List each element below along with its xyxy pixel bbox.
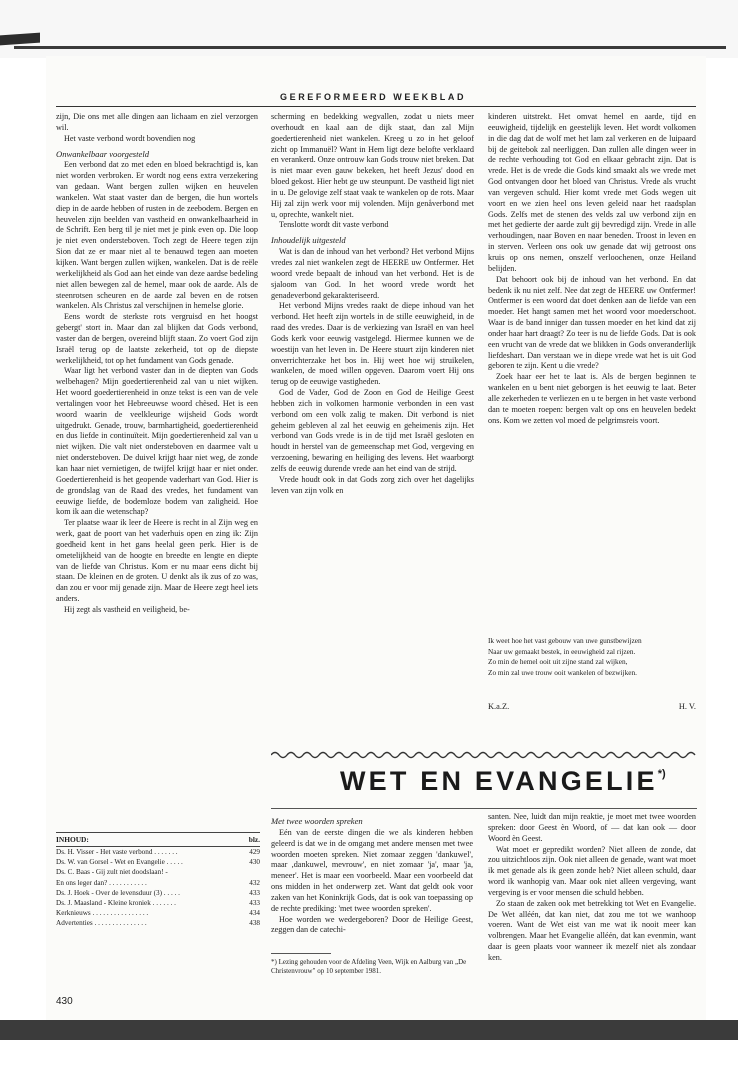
- paragraph: Ter plaatse waar ik leer de Heere is recht in al Zijn weg en werk, gaat de poort van het vaderhuis open en zing ik: Zijn goedheid kent in het gans heelal geen perk. Hier is de ometelijkheid van de hoogte en breedte en lengte en diepte van de liefde van Christus. Kom er nu maar eens dicht bij staan. De kleinen en de groten. U denkt als ik zus of zo was, dan zou er voor mij genade zijn. Maar de Heere zegt heel iets anders.: [56, 518, 258, 604]
- toc-row: [56, 857, 260, 867]
- toc-page-label: blz.: [248, 835, 260, 844]
- paragraph: kinderen uitstrekt. Het omvat hemel en aarde, tijd en eeuwigheid, tijdelijk en geestelijk leven. Het wordt volkomen in die dag dat de wolf met het lam zal verkeren en de luipaard bij de geitebok zal neerliggen. Dan zullen alle dingen weer in de rechte verhouding tot God en elkaar gebracht zijn. Dat is vrede. Het is de vrede die Gods kind smaakt als we vrede met God ontvangen door het bloed van Christus. Vrede als vrucht van vergeven schuld. Hier komt vrede met Gods wegen uit voort en we zien heel ons leven geleid naar het raadsplan Gods. Zelfs met de stenen des velds zal uw verbond zijn en met het gedierte der aarde zult gij bevredigd zijn. Vrede in alle verhoudingen, naar Boven en naar beneden. Troost in leven en in sterven. Verleen ons ook uw genade dat wij getroost ons kruis op ons nemen, onszelf verloochenen, onze Heiland belijden.: [488, 112, 696, 273]
- poem-line: Naar uw gemaakt bestek, in eeuwigheid zal rijzen.: [488, 646, 636, 656]
- scan-margin-top: [0, 0, 738, 58]
- poem-line: Zo min zal uwe trouw ooit wankelen of bezwijken.: [488, 667, 637, 677]
- scan-edge-line: [14, 46, 726, 49]
- column-1: [56, 112, 258, 827]
- toc-title: Kerknieuws . . . . . . . . . . . . . . . .: [56, 909, 149, 918]
- table-of-contents: [56, 832, 260, 929]
- toc-page: 433: [249, 888, 260, 897]
- toc-page: 432: [249, 878, 260, 887]
- toc-title: Ds. C. Baas - Gij zult niet doodslaan! -: [56, 868, 168, 877]
- paragraph: Hij zegt als vastheid en veiligheid, be-: [64, 604, 190, 614]
- toc-page: 429: [249, 848, 260, 856]
- paragraph: santen. Nee, luidt dan mijn reaktie, je moet met twee woorden spreken: door Geest èn Woord, of — dat kan ook — door Woord èn Geest.: [488, 812, 696, 843]
- toc-row: [56, 908, 260, 918]
- column-4: [271, 812, 473, 974]
- paragraph: Eén van de eerste dingen die we als kinderen hebben geleerd is dat we in de omgang met andere mensen met twee woorden moeten spreken. Niet zomaar zeggen 'dankuwel', maar ,dankuwel, mevrouw', en niet zomaar 'ja', maar 'ja, meneer'. Het is maar een voorbeeld. Maar een voorbeeld dat ons midden in het onderwerp zet. Want dat geldt ook voor zaken van het Koninkrijk Gods, dat is ook van toepassing op de rechte prediking: 'met twee woorden spreken'.: [271, 827, 473, 913]
- paragraph: Het verbond Mijns vredes raakt de diepe inhoud van het verbond. Het heeft zijn wortels in de stille eeuwigheid, in de raad des vredes. Daar is de verkiezing van Israël en van heel Gods kerk voor eeuwig vastgelegd. Hiermee kunnen we de woestijn van het leven in. De Heere stuurt zijn kinderen niet onverrichterzake het bos in. Hij weet hoe wij struikelen, wankelen, de moed willen opgeven. Daarom voert Hij ons terug op de eeuwige vastigheden.: [271, 301, 474, 387]
- footnote: *) Lezing gehouden voor de Afdeling Veen, Wijk en Aalburg van „De Christenvrouw" op 10 september 1981.: [271, 958, 467, 975]
- paragraph: scherming en bedekking wegvallen, zodat u niets meer overhoudt en kaal aan de dijk staat, dan zal Mijn goedertierenheid niet wankelen. Kreeg u zo in het geloof zicht op Immanuël? Want in Hem ligt deze belofte verklaard en verankerd. Onze ontrouw kan Gods trouw niet breken. Dat is niet maar even gauw bekeken, het heeft Jezus' dood en bloed gekost. Hier hebt ge uw steunpunt. De vastheid ligt niet in u. De gelovige zelf staat vaak te wankelen op de rots. Maar Hij zal zijn werk voor mij volenden. Mijn genåverbond met u, oprechte, wankelt niet.: [271, 112, 474, 219]
- toc-row: [56, 847, 260, 857]
- paragraph: Tenslotte wordt dit vaste verbond: [279, 220, 389, 230]
- toc-title: Ds. H. Visser - Het vaste verbond . . . . . . .: [56, 848, 178, 856]
- paragraph: Vrede houdt ook in dat Gods zorg zich over het dagelijks leven van zijn volk en: [271, 474, 474, 495]
- article-title-footnote-mark: *): [657, 768, 666, 780]
- paragraph: God de Vader, God de Zoon en God de Heilige Geest hebben zich in volkomen harmonie verbonden in een vast verbond om een volk zalig te maken. Dit verbond is niet geheim gebleven al zal het eeuwig en geheimenis zijn. Het verbond van Gods vrede is in de tijd met Israël gesloten en houdt in herstel van de gemeenschap met God, vergeving en verzoening, bewaring en heiliging des levens. Het waarborgt zelfs de eeuwig durende vrede aan het eind van de strijd.: [271, 388, 474, 473]
- title-rule: [271, 808, 697, 809]
- poem-line: Ik weet hoe het vast gebouw van uwe gunstbewijzen: [488, 636, 642, 645]
- header-rule: [56, 106, 696, 107]
- scan-edge-mark: [0, 33, 40, 46]
- paragraph: Wat is dan de inhoud van het verbond? Het verbond Mijns vredes zal niet wankelen zegt de HEERE uw Ontfermer. Het woord vrede bepaalt de inhoud van het verbond. Het is de sjaloom van God. In het woord vrede wordt het genadeverbond gekarakteriseerd.: [271, 247, 474, 300]
- toc-header: [56, 833, 260, 846]
- paragraph: Het vaste verbond wordt bovendien nog: [64, 133, 196, 143]
- article-title: [340, 766, 666, 797]
- section-heading: Onwankelbaar voorgesteld: [56, 148, 150, 159]
- toc-page: 434: [249, 909, 260, 918]
- scan-margin-bottom: [0, 1020, 738, 1040]
- toc-row: [56, 878, 260, 888]
- column-3: [488, 112, 696, 632]
- poem-block: [488, 636, 698, 678]
- toc-heading: INHOUD:: [56, 835, 89, 844]
- column-5: [488, 812, 696, 980]
- section-heading: Inhoudelijk uitgesteld: [271, 235, 346, 246]
- toc-title: En ons leger dan? . . . . . . . . . . .: [56, 878, 147, 887]
- page-number: 430: [56, 996, 73, 1007]
- paragraph: Hoe worden we wedergeboren? Door de Heilige Geest, zeggen dan de catechi-: [271, 914, 473, 935]
- toc-row: [56, 867, 260, 877]
- paragraph: Dat behoort ook bij de inhoud van het verbond. En dat bedenk ik nu niet zelf. Nee dat zegt de HEERE uw Ontfermer! Ontfermer is een woord dat doet denken aan de liefde van een moeder. Het hangt samen met het woord voor moederschoot. Waar is de band inniger dan tussen moeder en het kind dat zij onder haar hart draagt? Zo teer is nu de liefde Gods. Dat is ook een vrucht van de vrede dat we blikken in Gods onveranderlijk liefdeshart. Dan verstaan we in diepe vrede wat het is uit God geboren te zijn. Kent u die vrede?: [488, 274, 696, 371]
- paragraph: Zoek haar eer het te laat is. Als de bergen beginnen te wankelen en u bent niet geborgen is het eeuwig te laat. Beter alle zekerheden te verliezen en u te bergen in het vaste verbond dan te moeten roepen: bergen valt op ons en heuvelen bedekt ons. Kom we zetten vol moed de pelgrimsreis voort.: [488, 372, 696, 425]
- paragraph: zijn, Die ons met alle dingen aan lichaam en ziel verzorgen wil.: [56, 112, 258, 132]
- toc-page: 433: [249, 899, 260, 908]
- toc-title: Ds. J. Maasland - Kleine kroniek . . . . . . .: [56, 899, 176, 908]
- wavy-divider: [271, 750, 697, 760]
- toc-page: 430: [249, 858, 260, 867]
- paragraph: Eens wordt de sterkste rots vergruisd en het hoogst gebergt' stort in. Maar dan zal blijken dat Gods verbond, vaster dan de bergen, overeind blijft staan. Zo voert God zijn Israël terug op de laatste zekerheid, tot op de diepste werkelijkheid, tot op het fundament van Gods genade.: [56, 312, 258, 365]
- paragraph: Een verbond dat zo met eden en bloed bekrachtigd is, kan niet worden verbroken. Er wordt nog eens extra verzekering van gedaan. Want bergen zullen wijken en heuvelen wankelen. Wat staat vaster dan de bergen, die hun wortels diep in de aarde hebben of rusten in de zeebodem. Bergen en heuvelen zijn beelden van vastheid en onwankelbaarheid in de Schrift. Een berg til je niet met je pink even op. Die loop je niet even ondersteboven. Toch zegt de Heere tegen zijn Sion dat ze er maar niet al te benauwd tegen aan moeten kijken. Want bergen zullen wijken, wankelen. Dat is de reële werkelijkheid als God aan het einde van deze aardse bedeling niet allen bewegen zal de hemel, maar ook de aarde. Als de steenrotsen scheuren en de aarde zal beven en de rotsen wankelen. Als Christus zal verschijnen in hemelse glorie.: [56, 160, 258, 311]
- paragraph: Zo staan de zaken ook met betrekking tot Wet en Evangelie. De Wet alléén, dat kan niet, dat zou me tot we wanhoop voeren. Want de Wet eist van me wat ik nooit meer kan volbrengen. Maar het Evangelie alléén, dat kan evenmin, want daar is geen plaats voor wanneer ik mezelf niet als zondaar ken.: [488, 898, 696, 962]
- paragraph: Waar ligt het verbond vaster dan in de diepten van Gods welbehagen? Mijn goedertierenheid zal van u niet wijken. Het woord goedertierenheid in onze tekst is een van de vele vertalingen voor het Hebreeuwse woord chèsed. Het is een woord waarin de veelkleurige wijsheid Gods wordt uitgedrukt. Genade, trouw, barmhartigheid, goedertierenheid en dus liefde in continuïteit. Mijn goedertierenheid zal van u niet wijken. Die valt niet ondersteboven en daarmee valt u niet ondersteboven. De duivel krijgt haar niet weg, de zonde kan haar niet vernietigen, de twijfel krijgt haar er niet onder. Goedertierenheid is het geopende vaderhart van God. Hier is de grondslag van de Raad des vredes, het fundament van eeuwige liefde, de bodemloze bodem van zaligheid. Hoe kom ik aan die wetenschap?: [56, 366, 258, 517]
- section-heading: Met twee woorden spreken: [271, 816, 363, 826]
- toc-title: Ds. W. van Gorsel - Wet en Evangelie . . . . .: [56, 858, 183, 867]
- toc-row: [56, 888, 260, 898]
- toc-row: [56, 898, 260, 908]
- signature-line: [488, 702, 696, 711]
- toc-page: 438: [249, 919, 260, 928]
- footnote-rule: [271, 953, 331, 954]
- toc-title: Advertenties . . . . . . . . . . . . . . .: [56, 919, 147, 928]
- poem-line: Zo min de hemel ooit uit zijne stand zal wijken,: [488, 657, 628, 666]
- paragraph: Wat moet er gepredikt worden? Niet alleen de zonde, dat zou uitzichtloos zijn. Ook niet alleen de genade, want wat moet ik met genade als ik geen zonde heb? Niet alleen schuld, daar word ik wanhopig van. Maar ook niet alleen vergeving, want vergeving is er voor mensen die schuld hebben.: [488, 844, 696, 897]
- article-title-text: WET EN EVANGELIE: [340, 766, 658, 796]
- running-head: GEREFORMEERD WEEKBLAD: [280, 92, 467, 102]
- toc-title: Ds. J. Hoek - Over de levensduur (3) . . . . .: [56, 888, 180, 897]
- signature-left: K.a.Z.: [488, 702, 510, 711]
- column-2: [271, 112, 474, 847]
- toc-row: [56, 918, 260, 928]
- signature-right: H. V.: [678, 702, 696, 711]
